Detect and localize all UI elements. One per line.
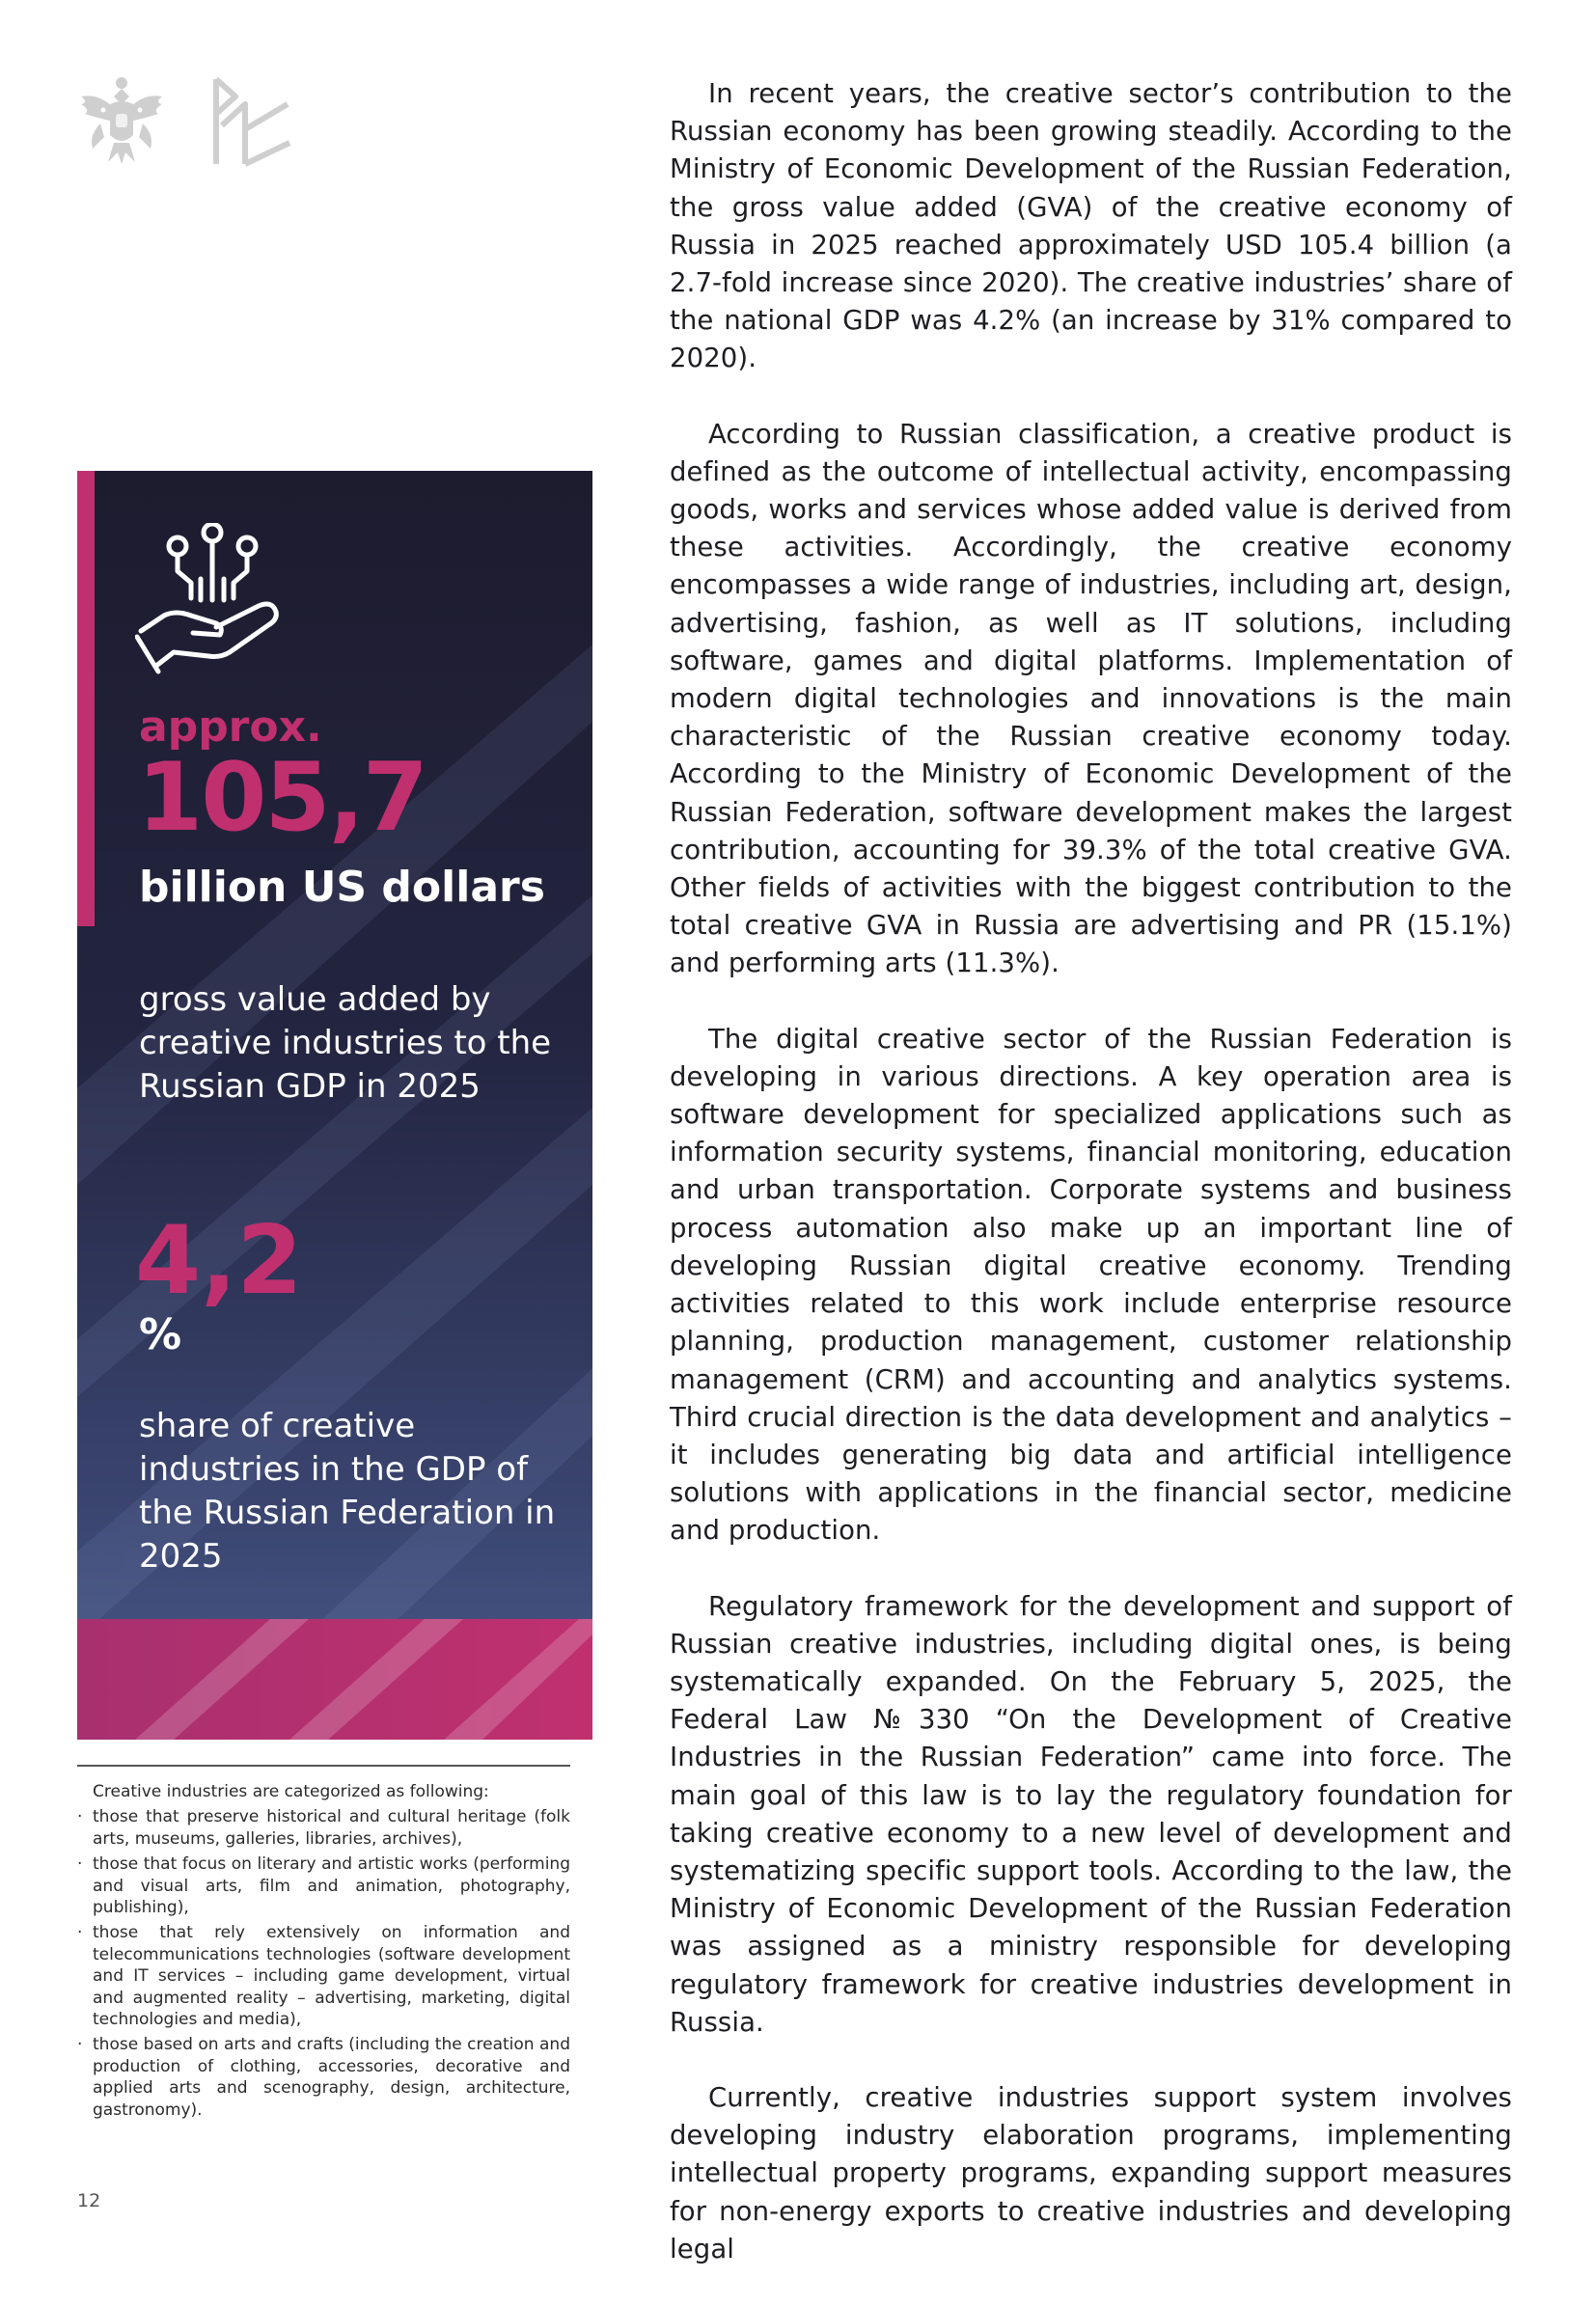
double-headed-eagle-emblem-icon xyxy=(81,77,162,164)
panel-accent-bar xyxy=(77,471,95,926)
footnote-item: · those that rely extensively on information and telecommunications technologies (software development and IT services – including game development, virtual and augmented reality – advertising, marketing, digital technologies and media), xyxy=(77,1922,570,2030)
footnote-divider xyxy=(77,1765,570,1767)
footnote-intro: Creative industries are categorized as following: xyxy=(93,1782,489,1801)
footnote-list xyxy=(77,1806,570,2121)
footnote-item: · those that focus on literary and artistic works (performing and visual arts, film and animation, photography, publishing), xyxy=(77,1853,570,1918)
stat2-unit: % xyxy=(139,1310,182,1359)
footnote xyxy=(77,1781,570,2125)
article-paragraph: According to Russian classification, a creative product is defined as the outcome of intellectual activity, encompassing goods, works and services whose added value is derived from these activities. Accordingly, the creative economy encompasses a wide range of industries, including art, design, advertising, fashion, as well as IT solutions, including software, games and digital platforms. Implementation of modern digital technologies and innovations is the main characteristic of the Russian creative economy today. According to the Ministry of Economic Development of the Russian Federation, software development makes the largest contribution, accounting for 39.3% of the total creative GVA. Other fields of activities with the biggest contribution to the total creative GVA in Russia are advertising and PR (15.1%) and performing arts (11.3%). xyxy=(670,418,1512,979)
pdi-monogram-icon xyxy=(216,79,289,164)
stat2-description: share of creative industries in the GDP of the Russian Federation in 2025 xyxy=(139,1407,556,1576)
stat1-unit: billion US dollars xyxy=(139,863,545,912)
header-logos xyxy=(75,75,297,168)
article-body xyxy=(670,75,1512,2306)
stats-panel xyxy=(77,471,592,1740)
stat1-description: gross value added by creative industries to the Russian GDP in 2025 xyxy=(139,980,552,1106)
article-paragraph: The digital creative sector of the Russian Federation is developing in various directions. A key operation area is software development for specialized applications such as information security systems, financial monitoring, education and urban transportation. Corporate systems and business process automation also make up an important line of developing Russian digital creative economy. Trending activities related to this work include enterprise resource planning, production management, customer relationship management (CRM) and accounting and analytics systems. Third crucial direction is the data development and analytics – it includes generating big data and artificial intelligence solutions with applications in the financial sector, medicine and production. xyxy=(670,1023,1512,1547)
article-paragraph: Regulatory framework for the development and support of Russian creative industries, including digital ones, is being systematically expanded. On the February 5, 2025, the Federal Law №330 “On the Development of Creative Industries in the Russian Federation” came into force. The main goal of this law is to lay the regulatory foundation for taking creative economy to a new level of development and systematizing specific support tools. According to the law, the Ministry of Economic Development of the Russian Federation was assigned as a ministry responsible for developing regulatory framework for creative industries development in Russia. xyxy=(670,1590,1512,2038)
article-paragraph: In recent years, the creative sector’s contribution to the Russian economy has been growing steadily. According to the Ministry of Economic Development of the Russian Federation, the gross value added (GVA) of the creative economy of Russia in 2025 reached approximately USD 105.4 billion (a 2.7-fold increase since 2020). The creative industries’ share of the national GDP was 4.2% (an increase by 31% compared to 2020). xyxy=(670,78,1512,374)
stat1-value: 105,7 xyxy=(137,743,427,853)
stat2-value: 4,2 xyxy=(135,1206,303,1316)
hand-with-circuit-nodes-icon xyxy=(135,523,289,677)
footnote-item: · those based on arts and crafts (including the creation and production of clothing, accessories, decorative and applied arts and scenography, design, architecture, gastronomy). xyxy=(77,2034,570,2121)
stat1-prefix: approx. xyxy=(139,702,322,752)
page-number: 12 xyxy=(77,2190,101,2211)
article-paragraph: Currently, creative industries support system involves developing industry elaboration programs, implementing intellectual property programs, expanding support measures for non-energy exports to creative industries and developing legal xyxy=(670,2081,1512,2265)
footnote-item: · those that preserve historical and cultural heritage (folk arts, museums, galleries, libraries, archives), xyxy=(77,1806,570,1850)
